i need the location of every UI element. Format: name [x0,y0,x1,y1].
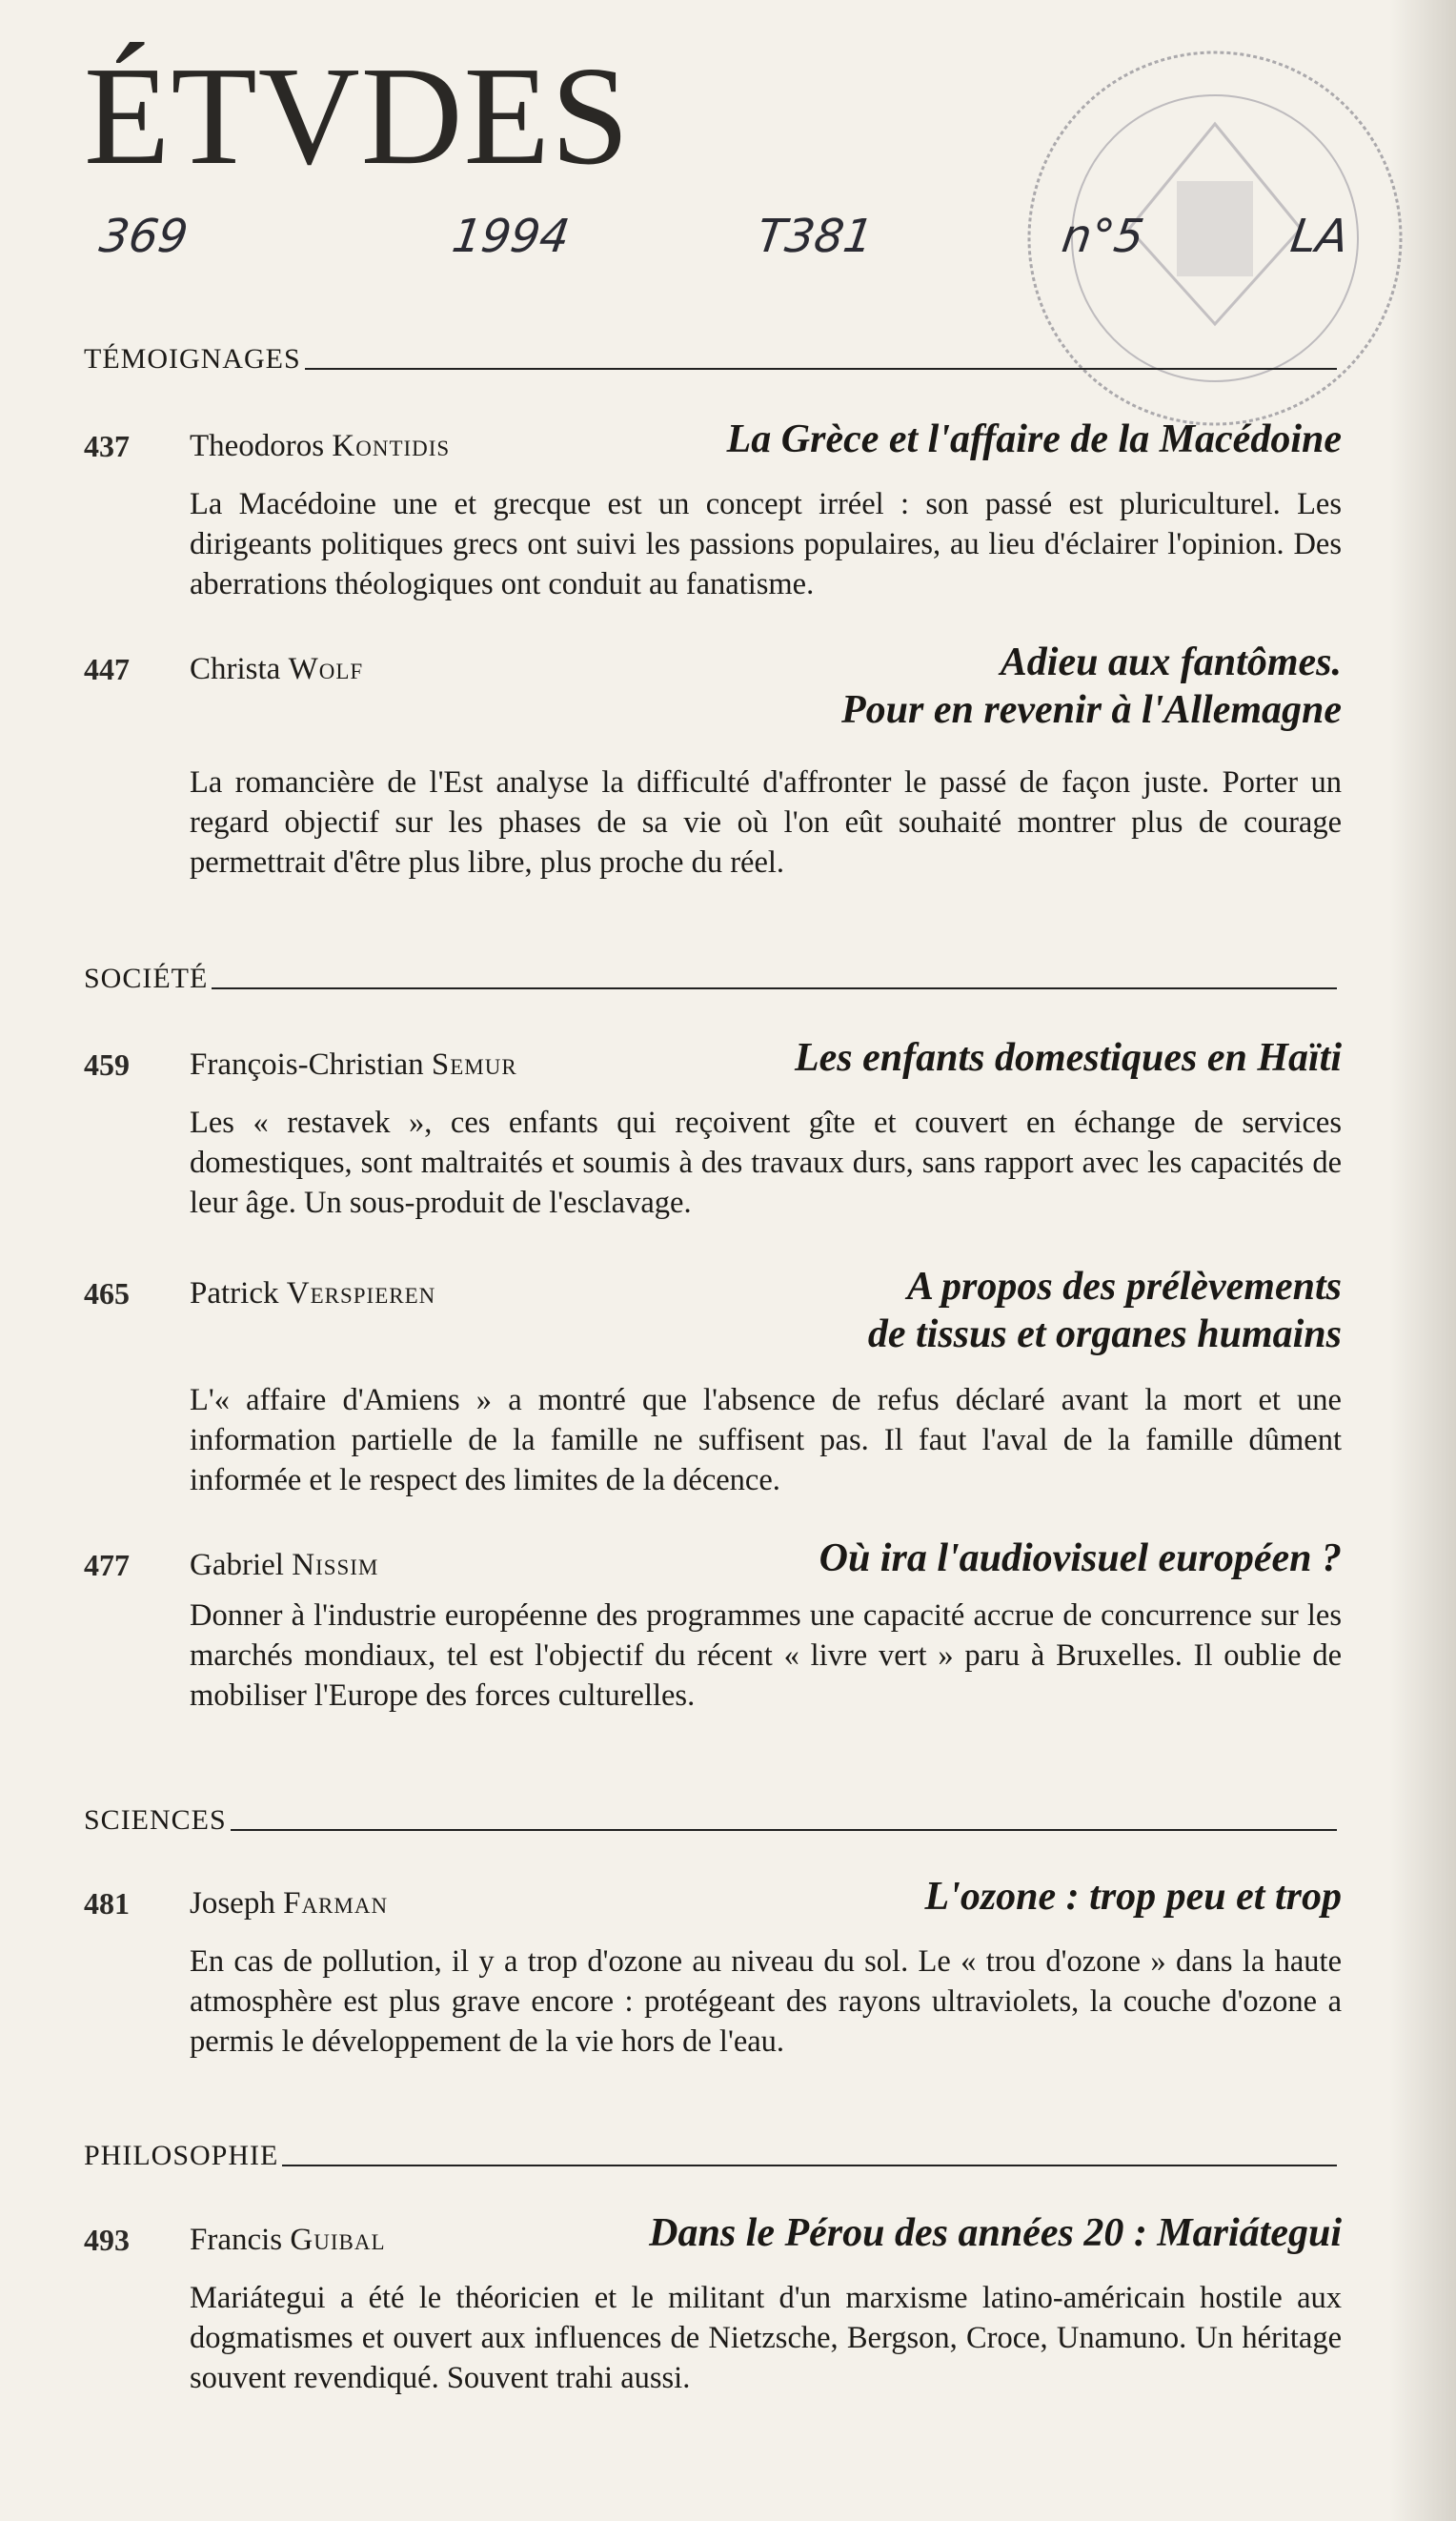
author [190,429,450,464]
article-title [925,1873,1343,1921]
article-title [727,416,1342,463]
author-last-name: Verspieren [286,1276,436,1311]
author-last-name: Nissim [292,1548,379,1582]
page-number: 481 [84,1886,130,1921]
article-summary: La Macédoine une et grecque est un concept irréel : son passé est pluriculturel. Les dirigeants politiques grecs ont suivi les passions populaires, au lieu d'éclairer l'opinion. Des aberrations théologiques ont conduit au fanatisme. [190,487,1342,601]
author-last-name: Wolf [288,652,364,686]
section-heading: TÉMOIGNAGES [84,343,301,375]
author-first-name: Christa [190,652,281,686]
article-title [795,1034,1342,1082]
article-title [841,639,1342,734]
author [190,1276,435,1311]
section-header-sciences [84,1804,1337,1837]
page-number: 477 [84,1548,130,1582]
section-heading: SOCIÉTÉ [84,963,209,994]
author-last-name: Semur [431,1047,517,1082]
title-line: A propos des prélèvements [906,1265,1342,1309]
author-first-name: François-Christian [190,1047,424,1082]
article-title [819,1535,1342,1582]
article-summary: L'« affaire d'Amiens » a montré que l'absence de refus déclaré avant la mort et une information partielle de la famille ne suffisent pas. Il faut l'aval de la famille dûment informée et le respect des limites de la décence. [190,1383,1342,1497]
section-header-philosophie [84,2140,1337,2172]
toc-entry-nissim [84,1535,1342,1713]
page-number: 437 [84,429,130,463]
author [190,1548,378,1583]
section-rule [231,1828,1337,1831]
title-line: Les enfants domestiques en Haïti [794,1036,1342,1080]
section-heading: SCIENCES [84,1804,227,1836]
title-line: Dans le Pérou des années 20 : Mariátegui [649,2211,1342,2255]
section-rule [282,2164,1337,2166]
title-line: de tissus et organes humains [867,1312,1342,1356]
toc-entry-semur [84,1034,1342,1220]
toc-entry-verspieren [84,1263,1342,1497]
author [190,2223,386,2258]
author-first-name: Joseph [190,1886,275,1921]
author-last-name: Kontidis [332,429,451,463]
title-line: L'ozone : trop peu et trop [924,1875,1342,1919]
article-summary: Les « restavek », ces enfants qui reçoivent gîte et couvert en échange de services domestiques, sont maltraités et soumis à des travaux durs, sans rapport avec les capacités de leur âge. Un sous-produit de l'esclavage. [190,1106,1342,1220]
article-summary: En cas de pollution, il y a trop d'ozone au niveau du sol. Le « trou d'ozone » dans la haute atmosphère est plus grave encore : protégeant des rayons ultraviolets, la couche d'ozone a permis le développement de la vie hors de l'eau. [190,1944,1342,2059]
author-first-name: Francis [190,2223,283,2257]
page-number: 493 [84,2223,130,2257]
title-line: Adieu aux fantômes. [1000,640,1342,684]
section-rule [212,986,1337,989]
section-header-societe [84,963,1337,995]
section-rule [305,367,1337,370]
author-first-name: Gabriel [190,1548,284,1582]
journal-masthead: ÉTVDES [84,38,631,194]
author-last-name: Guibal [290,2223,386,2257]
page-number: 447 [84,652,130,686]
article-summary: Donner à l'industrie européenne des programmes une capacité accrue de concurrence sur les marchés mondiaux, tel est l'objectif du récent « livre vert » paru à Bruxelles. Il oublie de mobiliser l'Europe des forces culturelles. [190,1598,1342,1713]
article-title [868,1263,1342,1358]
handwritten-note-volume: 369 [96,210,192,263]
section-header-temoignages [84,343,1337,376]
handwritten-note-code: LA [1287,210,1352,263]
page-number: 459 [84,1047,130,1082]
title-line: Pour en revenir à l'Allemagne [841,688,1342,732]
author [190,1047,517,1083]
title-line: La Grèce et l'affaire de la Macédoine [726,417,1342,461]
author [190,652,363,687]
handwritten-note-tome: T381 [754,210,877,263]
toc-entry-farman [84,1873,1342,2059]
handwritten-note-year: 1994 [449,210,574,263]
author-first-name: Theodoros [190,429,325,463]
toc-entry-kontidis [84,416,1342,601]
article-summary: Mariátegui a été le théoricien et le militant d'un marxisme latino-américain hostile aux dogmatismes et ouvert aux influences de Nietzsche, Bergson, Croce, Unamuno. Un héritage souvent revendiqué. Souvent trahi aussi. [190,2281,1342,2395]
toc-entry-guibal [84,2209,1342,2395]
article-title [649,2209,1342,2257]
title-line: Où ira l'audiovisuel européen ? [819,1536,1342,1580]
page-number: 465 [84,1276,130,1311]
article-summary: La romancière de l'Est analyse la difficulté d'affronter le passé de façon juste. Porter un regard objectif sur les phases de sa vie où l'on eût souhaité montrer plus de courage permettrait d'être plus libre, plus proche du réel. [190,765,1342,880]
author [190,1886,388,1921]
toc-entry-wolf [84,639,1342,880]
author-first-name: Patrick [190,1276,279,1311]
handwritten-note-number: n°5 [1059,210,1147,263]
author-last-name: Farman [283,1886,389,1921]
section-heading: PHILOSOPHIE [84,2140,279,2171]
